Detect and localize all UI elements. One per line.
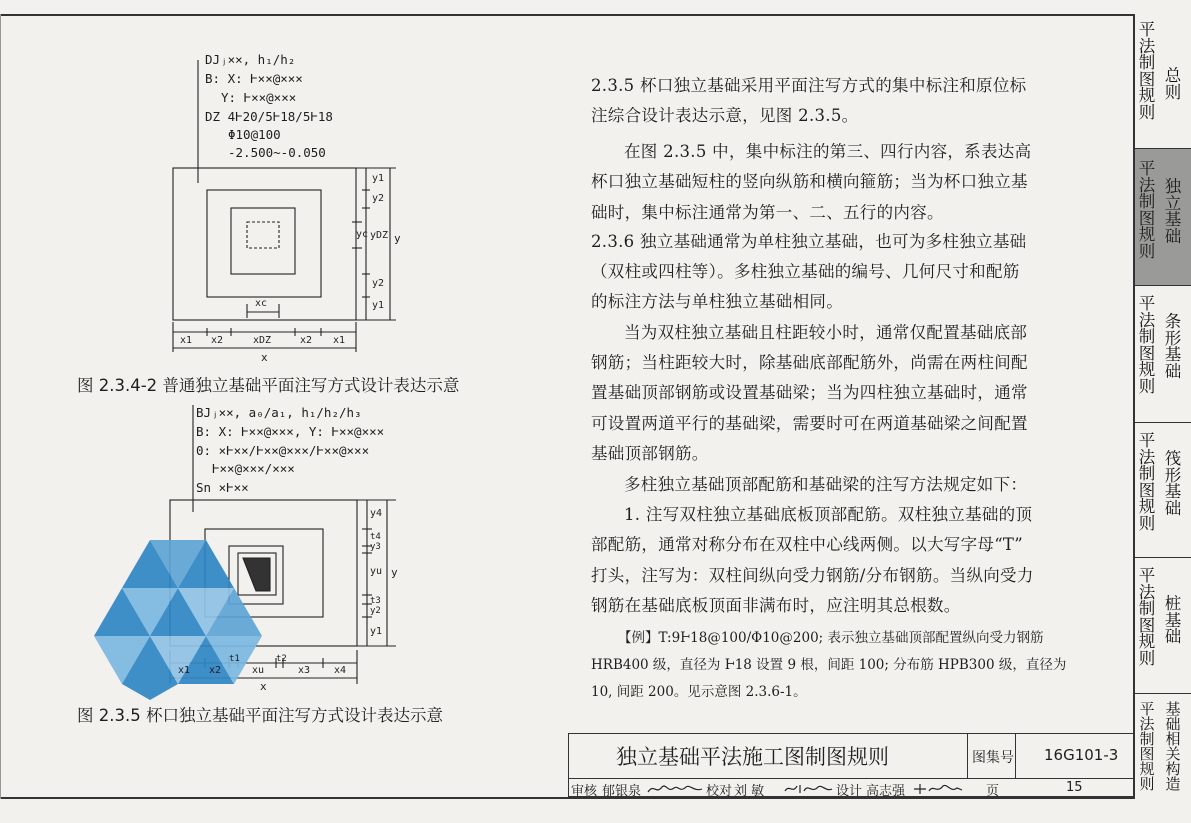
example-line: 10, 间距 200。见示意图 2.3.6-1。: [591, 684, 807, 700]
fig2-dim-label: x2: [209, 665, 222, 676]
checker-signature: [782, 781, 834, 796]
sidebar-item-label: 平 法 制 图 规 则: [1138, 20, 1156, 122]
fig2-dim-label: yu: [370, 566, 383, 577]
fig2-dim-label: t2: [276, 654, 287, 664]
fig2-dim-label: y2: [370, 606, 381, 616]
page-label: 页: [986, 784, 1000, 799]
fig1-dim-label: xDZ: [253, 335, 272, 346]
example-line: 【例】T:9Ⱶ18@100/Φ10@200; 表示独立基础顶部配置纵向受力钢筋: [618, 630, 1044, 646]
text-line: 部配筋，通常对称分布在双柱中心线两侧。以大写字母“T”: [591, 535, 1023, 554]
sidebar-item-general[interactable]: [1135, 14, 1191, 149]
fig1-dim-label: y2: [372, 278, 385, 289]
fig1-annotation-line: Φ10@100: [228, 127, 281, 142]
text-line: 在图 2.3.5 中，集中标注的第三、四行内容，系表达高: [624, 142, 1032, 161]
review-label: 审核: [571, 784, 598, 799]
chapter-sidebar: [1135, 14, 1191, 799]
designer-name: 高志强: [866, 784, 906, 799]
fig1-annotation-line: B: X: Ⱶ××@×××: [205, 71, 303, 86]
sidebar-item-label: 桩 基 础: [1164, 594, 1182, 646]
fig1-dim-label: yDZ: [370, 230, 389, 241]
sidebar-item-label: 筏 形 基 础: [1164, 449, 1182, 518]
sidebar-item-label: 总 则: [1164, 66, 1182, 102]
text-line: 2.3.5 杯口独立基础采用平面注写方式的集中标注和原位标: [591, 76, 1027, 95]
text-line: 钢筋；当柱距较大时，除基础底部配筋外，尚需在两柱间配: [591, 353, 1028, 372]
text-line: 注综合设计表达示意，见图 2.3.5。: [591, 106, 859, 125]
sidebar-item-label: 平 法 制 图 规 则: [1138, 566, 1156, 668]
watermark-logo: [94, 540, 265, 700]
fig2-dim-label: x1: [178, 665, 191, 676]
fig1-annotation-line: DJⱼ××, h₁/h₂: [205, 52, 296, 67]
text-line: 杯口独立基础短柱的竖向纵筋和横向箍筋；当为杯口独立基: [591, 172, 1028, 191]
text-line: 可设置两道平行的基础梁，需要时可在两道基础梁之间配置: [591, 414, 1028, 433]
reviewer-signature: [646, 781, 704, 796]
fig2-dim-label: x4: [334, 665, 347, 676]
fig2-annotation-line: Sn ×Ⱶ××: [196, 480, 249, 495]
figure2-caption: 图 2.3.5 杯口独立基础平面注写方式设计表达示意: [77, 706, 443, 725]
fig2-annotation-line: B: X: Ⱶ××@×××, Y: Ⱶ××@×××: [196, 424, 385, 439]
frame-bottom-line: [0, 797, 1134, 799]
drawing-title: 独立基础平法施工图制图规则: [616, 745, 889, 769]
sidebar-item-raft-foundation[interactable]: [1135, 423, 1191, 558]
sidebar-item-label: 平 法 制 图 规 则: [1138, 294, 1156, 396]
fig2-dim-label: y: [391, 566, 398, 579]
fig1-dim-label: xc: [255, 298, 268, 309]
text-line: 当为双柱独立基础且柱距较小时，通常仅配置基础底部: [624, 323, 1028, 342]
fig1-dim-label: x: [261, 351, 268, 364]
text-line: 2.3.6 独立基础通常为单柱独立基础，也可为多柱独立基础: [591, 232, 1027, 251]
sidebar-item-label: 平 法 制 图 规 则: [1138, 159, 1156, 261]
sidebar-item-label: 独 立 基 础: [1164, 177, 1182, 246]
fig1-dim-label: y1: [372, 173, 385, 184]
fig1-dim-label: x2: [211, 335, 224, 346]
fig2-dim-label: y4: [370, 508, 383, 519]
text-line: 础时，集中标注通常为第一、二、五行的内容。: [591, 203, 944, 222]
fig2-dim-label: t3: [370, 596, 381, 606]
atlas-label: 图集号: [972, 750, 1014, 766]
fig2-dim-label: y1: [370, 626, 383, 637]
fig1-annotation-line: -2.500~-0.050: [228, 145, 326, 160]
fig1-dim-label: y2: [372, 193, 385, 204]
fig2-dim-label: y3: [370, 542, 381, 552]
fig2-annotation-line: BJⱼ××, a₀/a₁, h₁/h₂/h₃: [196, 405, 362, 420]
sidebar-item-strip-foundation[interactable]: [1135, 286, 1191, 423]
fig2-annotation-line: Ⱶ××@×××/×××: [212, 461, 295, 476]
fig1-dim-label: yc: [356, 229, 369, 240]
reviewer-name: 郁银泉: [602, 784, 642, 799]
fig1-dim-label: y: [394, 232, 401, 245]
fig2-dim-label: t4: [370, 532, 381, 542]
fig2-dim-label: x3: [298, 665, 311, 676]
figure1-caption: 图 2.3.4-2 普通独立基础平面注写方式设计表达示意: [77, 376, 460, 395]
fig2-dim-label: xu: [252, 665, 265, 676]
text-line: 多柱独立基础顶部配筋和基础梁的注写方法规定如下：: [624, 475, 1028, 494]
fig1-dim-label: x1: [180, 335, 193, 346]
fig1-dim-label: y1: [372, 300, 385, 311]
fig2-annotation-line: 0: ×Ⱶ××/Ⱶ××@×××/Ⱶ××@×××: [196, 443, 370, 458]
sidebar-item-label: 基 础 相 关 构 造: [1165, 700, 1181, 793]
page-number: 15: [1066, 780, 1083, 795]
checker-name: 刘 敏: [734, 784, 765, 799]
title-block: [568, 733, 1134, 797]
fig2-dim-label: t1: [229, 654, 240, 664]
fig1-annotation-line: Y: Ⱶ××@×××: [221, 90, 297, 105]
fig1-dim-label: x2: [300, 335, 313, 346]
text-line: 基础顶部钢筋。: [591, 444, 709, 463]
check-label: 校对: [706, 784, 733, 799]
sidebar-item-label: 平 法 制 图 规 则: [1138, 431, 1156, 533]
text-line: 钢筋在基础底板顶面非满布时，应注明其总根数。: [591, 596, 961, 615]
sidebar-item-pile-foundation[interactable]: [1135, 558, 1191, 694]
sidebar-item-isolated-foundation[interactable]: [1135, 149, 1191, 286]
example-line: HRB400 级，直径为 Ⱶ18 设置 9 根，间距 100; 分布筋 HPB300 级，直径为: [591, 657, 1067, 673]
text-line: 置基础顶部钢筋或设置基础梁；当为四柱独立基础时，通常: [591, 383, 1028, 402]
design-label: 设计: [836, 784, 863, 799]
figure-drawings: [0, 0, 560, 720]
designer-signature: [912, 781, 964, 796]
sidebar-item-related-details[interactable]: [1135, 694, 1191, 799]
text-line: 1. 注写双柱独立基础底板顶部配筋。双柱独立基础的顶: [624, 505, 1033, 524]
text-line: 的标注方法与单柱独立基础相同。: [591, 292, 843, 311]
atlas-number: 16G101-3: [1044, 746, 1119, 764]
fig2-dim-label: x: [260, 680, 267, 693]
fig1-annotation-line: DZ 4Ⱶ20/5Ⱶ18/5Ⱶ18: [205, 109, 333, 124]
sidebar-item-label: 平 法 制 图 规 则: [1139, 700, 1155, 793]
text-line: （双柱或四柱等）。多柱独立基础的编号、几何尺寸和配筋: [591, 262, 1020, 281]
text-line: 打头，注写为：双柱间纵向受力钢筋/分布钢筋。当纵向受力: [591, 566, 1034, 585]
fig1-dim-label: x1: [333, 335, 346, 346]
sidebar-item-label: 条 形 基 础: [1164, 312, 1182, 381]
